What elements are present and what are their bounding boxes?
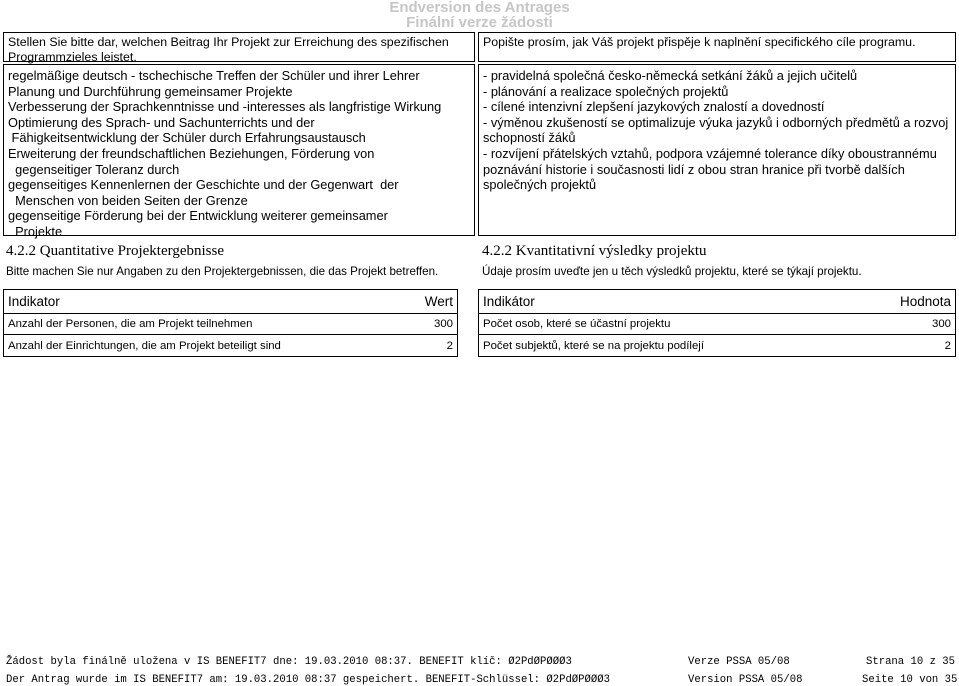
answer-line: Fähigkeitsentwicklung der Schüler durch Erfahrungsaustausch [8,130,366,146]
answer-line: - výměnou zkušeností se optimalizuje výuka jazyků i odborných předmětů a rozvoj [483,114,949,130]
cz-col-value: Hodnota [899,294,951,309]
answer-line: Erweiterung der freundschaftlichen Beziehungen, Förderung von [8,145,375,161]
de-row-2-value: 2 [446,339,453,352]
de-table-header [3,289,458,314]
cz-section-heading: 4.2.2 Kvantitativní výsledky projektu [482,243,707,259]
table-row [3,313,458,335]
table-row [478,334,956,357]
de-section-heading: 4.2.2 Quantitative Projektergebnisse [6,243,225,259]
answer-line: Planung und Durchführung gemeinsamer Projekte [8,83,293,99]
answer-line: gegenseitiges Kennenlernen der Geschichte und der Gegenwart der [8,177,399,193]
cz-note: Údaje prosím uveďte jen u těch výsledků projektu, které se týkají projektu. [482,265,862,278]
de-col-indicator: Indikator [8,294,60,309]
cz-row-2-label: Počet subjektů, které se na projektu podílejí [483,339,704,352]
cz-answer-box [478,64,956,236]
footer-de-page: Seite 10 von 35 [862,674,958,686]
cz-row-2-value: 2 [944,339,951,352]
table-row [3,334,458,357]
de-note: Bitte machen Sie nur Angaben zu den Projektergebnissen, die das Projekt betreffen. [6,265,439,278]
answer-line: regelmäßige deutsch - tschechische Treffen der Schüler und ihrer Lehrer [8,68,420,83]
footer-cz-version: Verze PSSA 05/08 [688,656,790,668]
de-row-2-label: Anzahl der Einrichtungen, die am Projekt beteiligt sind [8,339,281,352]
de-row-1-value: 300 [433,318,453,330]
answer-line: - plánování a realizace společných projektů [483,83,729,99]
watermark-line-2: Finální verze žádosti [406,14,553,31]
answer-line: Menschen von beiden Seiten der Grenze [8,192,248,208]
de-question-text: Stellen Sie bitte dar, welchen Beitrag Ihr Projekt zur Erreichung des spezifischen Programmzieles leistet. [8,35,449,64]
answer-line: společných projektů [483,177,597,193]
footer-de-saved-info: Der Antrag wurde im IS BENEFIT7 am: 19.03.2010 08:37 gespeichert. BENEFIT-Schlüssel: Ø2PdØPØØØ3 [6,674,610,686]
footer-de-version: Version PSSA 05/08 [688,674,803,686]
answer-line: - rozvíjení přátelských vztahů, podpora vzájemné tolerance díky oboustrannému [483,145,937,161]
cz-row-1-value: 300 [931,318,951,330]
watermark-line-1: Endversion des Antrages [389,0,570,16]
de-col-value: Wert [424,294,453,309]
answer-line: poznávání historie i současnosti lidí z obou stran hranice při tvorbě dalších [483,161,905,177]
answer-line: gegenseitiger Toleranz durch [8,161,180,177]
de-question-box [3,32,475,62]
answer-line: schopností žáků [483,130,576,146]
answer-line: Verbesserung der Sprachkenntnisse und -interesses als langfristige Wirkung [8,99,442,115]
cz-col-indicator: Indikátor [483,294,535,309]
cz-question-box [478,32,956,62]
cz-row-1-label: Počet osob, které se účastní projektu [483,318,671,330]
answer-line: - pravidelná společná česko-německá setkání žáků a jejich učitelů [483,68,858,83]
answer-line: gegenseitige Förderung bei der Entwicklung weiterer gemeinsamer [8,208,388,224]
answer-line: Projekte [8,223,63,239]
footer-cz-saved-info: Žádost byla finálně uložena v IS BENEFIT7 dne: 19.03.2010 08:37. BENEFIT klíč: Ø2PdØPØØØ3 [6,656,572,668]
de-answer-box [3,64,475,239]
de-row-1-label: Anzahl der Personen, die am Projekt teilnehmen [8,318,253,330]
answer-line: Optimierung des Sprach- und Sachunterrichts und der [8,114,315,130]
table-row [478,313,956,335]
footer-cz-page: Strana 10 z 35 [866,656,956,668]
cz-question-text: Popište prosím, jak Váš projekt přispěje k naplnění specifického cíle programu. [483,35,916,49]
cz-table-header [478,289,956,314]
answer-line: - cílené intenzivní zlepšení jazykových znalostí a dovedností [483,99,825,115]
